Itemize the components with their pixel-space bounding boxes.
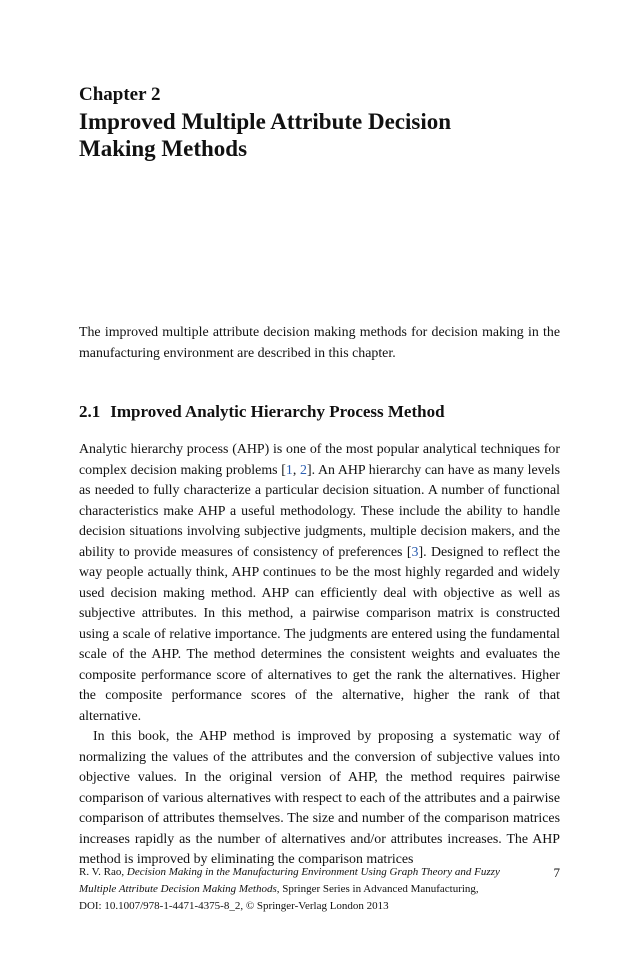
body-paragraph-1 [79, 440, 560, 727]
footer-line-1 [79, 864, 560, 881]
citation-link-2[interactable]: 2 [299, 462, 307, 478]
page-footer [79, 864, 560, 915]
citation-link-1[interactable]: 1 [285, 462, 293, 478]
section-number: 2.1 [79, 402, 101, 421]
footer-book-title-1: Decision Making in the Manufacturing Environment Using Graph Theory and Fuzzy [126, 866, 500, 878]
chapter-title-line-1: Improved Multiple Attribute Decision [79, 109, 452, 134]
footer-book-title-2: Multiple Attribute Decision Making Methods [79, 883, 277, 895]
body-paragraph-2: In this book, the AHP method is improved by proposing a systematic way of normalizing the values of the attributes and the conversion of subjective values into objective values. In the original version of AHP, the method requires pairwise comparison of various alternatives with respect to each of the attributes and a pairwise comparison of attributes themselves. The size and number of the comparison matrices increases rapidly as the number of alternatives and/or attributes increases. The AHP method is improved by eliminating the comparison matrices [79, 729, 560, 867]
section-title: Improved Analytic Hierarchy Process Method [110, 402, 445, 421]
paragraph-1-text-a: Analytic hierarchy process (AHP) is one of the most popular analytical techniques for complex decision making problems [ [79, 442, 560, 478]
footer-line-2 [79, 881, 560, 898]
citation-separator: , [292, 462, 300, 478]
footer-series: , Springer Series in Advanced Manufacturing, [276, 883, 479, 895]
section-heading [79, 401, 445, 423]
footer-author: R. V. Rao, [79, 866, 127, 878]
citation-link-3[interactable]: 3 [411, 544, 419, 560]
chapter-title-line-2: Making Methods [79, 136, 248, 161]
paragraph-1-text-b: ]. An AHP hierarchy can have as many levels as needed to fully characterize a particular decision situation. A number of functional characteristics make AHP a useful methodology. These include the ability to handle decision situations involving subjective judgments, multiple decision makers, and the ability to provide measures of consistency of preferences [ [79, 462, 561, 560]
page-number: 7 [553, 865, 560, 880]
section-body [79, 440, 560, 871]
chapter-label: Chapter 2 [79, 84, 161, 105]
paragraph-1-text-c: ]. Designed to reflect the way people actually think, AHP continues to be the most highly regarded and widely used decision making method. AHP can efficiently deal with objective as well as subjective attributes. In this method, a pairwise comparison matrix is constructed using a scale of relative importance. The judgments are entered using the fundamental scale of the AHP. The method determines the consistent weights and evaluates the composite performance score of alternatives to get the rank the alternatives. Higher the composite performance scores of the alternative, higher the rank of that alternative. [79, 544, 560, 724]
document-page [79, 0, 560, 968]
chapter-title [79, 108, 560, 162]
footer-doi: DOI: 10.1007/978-1-4471-4375-8_2, © Springer-Verlag London 2013 [79, 900, 389, 912]
chapter-abstract: The improved multiple attribute decision making methods for decision making in the manufacturing environment are described in this chapter. [79, 325, 560, 361]
